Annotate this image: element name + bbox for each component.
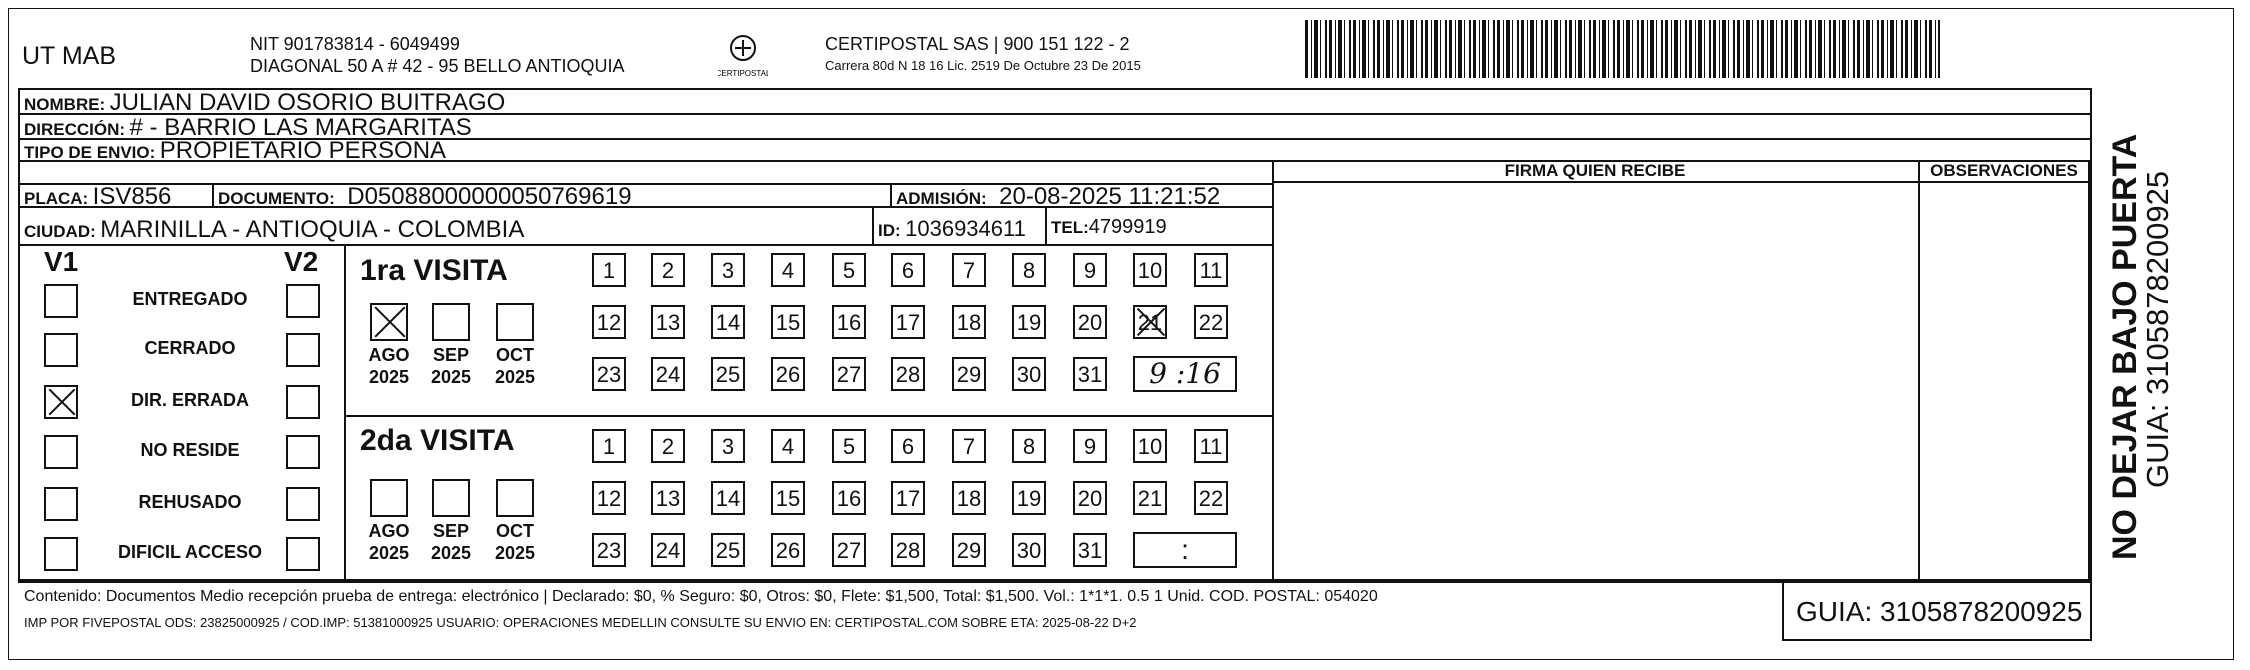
visit1-day-box[interactable]: 18 (952, 305, 986, 339)
visit1-day-box[interactable]: 28 (891, 357, 925, 391)
certipostal-logo (718, 32, 768, 82)
document-label: DOCUMENTO: (218, 189, 335, 208)
status-option-label: CERRADO (144, 338, 236, 358)
visit1-day-box[interactable]: 4 (771, 253, 805, 287)
status-option-label: ENTREGADO (132, 289, 248, 309)
visit1-day-box[interactable]: 10 (1133, 253, 1167, 287)
visit2-day-box[interactable]: 14 (711, 481, 745, 515)
id-value: 1036934611 (905, 216, 1026, 241)
city-label: CIUDAD: (24, 222, 96, 241)
visit1-month-label: OCT (496, 345, 534, 365)
visit2-day-box[interactable]: 4 (771, 429, 805, 463)
visit2-day-box[interactable]: 13 (651, 481, 685, 515)
footer-guide: GUIA: 3105878200925 (1796, 596, 2083, 627)
tel-label: TEL: (1051, 218, 1089, 237)
recipient-name: JULIAN DAVID OSORIO BUITRAGO (109, 89, 506, 116)
company-nit: NIT 901783814 - 6049499 (250, 34, 460, 54)
admission-value: 20-08-2025 11:21:52 (999, 183, 1221, 210)
footer-print-info: IMP POR FIVEPOSTAL ODS: 23825000925 / COD.IMP: 51381000925 USUARIO: OPERACIONES MEDELLIN CONSULTE SU ENVIO EN: CERTIPOSTAL.COM SOBRE ETA: 2025-08-22 D+2 (24, 615, 1137, 630)
v1-label: V1 (44, 246, 79, 277)
observations-header: OBSERVACIONES (1930, 161, 2078, 180)
recipient-address: # - BARRIO LAS MARGARITAS (129, 114, 472, 141)
status-v2-checkbox[interactable] (286, 435, 320, 469)
visit1-day-box[interactable]: 23 (592, 357, 626, 391)
tel-field (1051, 216, 1167, 239)
admission-label: ADMISIÓN: (896, 189, 987, 208)
visit2-day-box[interactable]: 22 (1194, 481, 1228, 515)
carrier-name: CERTIPOSTAL SAS | 900 151 122 - 2 (825, 34, 1130, 54)
visit2-day-box[interactable]: 23 (592, 533, 626, 567)
visit2-month-checkbox[interactable] (432, 479, 470, 517)
document-value: D05088000000050769619 (347, 183, 632, 210)
visit2-day-box[interactable]: 24 (651, 533, 685, 567)
visit2-day-box[interactable]: 27 (832, 533, 866, 567)
visit1-day-box[interactable]: 11 (1194, 253, 1228, 287)
visit1-time-box[interactable]: 9 :16 (1133, 356, 1237, 392)
side-warning: NO DEJAR BAJO PUERTA (2106, 133, 2144, 560)
visit1-day-box[interactable]: 7 (952, 253, 986, 287)
visit2-time-box[interactable]: : (1133, 532, 1237, 568)
visit1-month-year: 2025 (494, 367, 536, 387)
visit1-day-box[interactable]: 14 (711, 305, 745, 339)
status-v1-checkbox[interactable] (44, 333, 78, 367)
status-option-label: REHUSADO (138, 492, 242, 512)
carrier-detail: Carrera 80d N 18 16 Lic. 2519 De Octubre 23 De 2015 (825, 58, 1141, 73)
visit2-day-box[interactable]: 26 (771, 533, 805, 567)
visit1-month-label: SEP (432, 345, 470, 365)
visit1-month-checkbox[interactable] (432, 303, 470, 341)
visit1-day-box[interactable]: 2 (651, 253, 685, 287)
visit1-day-box[interactable]: 25 (711, 357, 745, 391)
company-name: UT MAB (22, 42, 116, 70)
v2-label: V2 (284, 246, 319, 277)
visit1-day-box[interactable]: 3 (711, 253, 745, 287)
visit1-day-box[interactable]: 29 (952, 357, 986, 391)
visit1-day-box[interactable]: 27 (832, 357, 866, 391)
visit2-month-year: 2025 (368, 543, 410, 563)
status-option-label: DIFICIL ACCESO (117, 542, 262, 562)
visit2-day-box[interactable]: 25 (711, 533, 745, 567)
visit2-title: 2da VISITA (360, 424, 515, 457)
visit1-day-box[interactable]: 12 (592, 305, 626, 339)
name-row (24, 89, 505, 117)
visit2-month-label: OCT (496, 521, 534, 541)
signature-header: FIRMA QUIEN RECIBE (1504, 161, 1686, 180)
visit2-day-box[interactable]: 20 (1073, 481, 1107, 515)
visit2-month-year: 2025 (430, 543, 472, 563)
visit1-day-box[interactable]: 30 (1012, 357, 1046, 391)
admission-field (896, 183, 1220, 211)
visit2-day-box[interactable]: 12 (592, 481, 626, 515)
side-guide: GUIA: 3105878200925 (2140, 170, 2175, 488)
visit2-day-box[interactable]: 1 (592, 429, 626, 463)
barcode (1305, 20, 1940, 78)
visit1-day-box[interactable]: 19 (1012, 305, 1046, 339)
visit1-day-box[interactable]: 13 (651, 305, 685, 339)
visit1-day-box[interactable]: 16 (832, 305, 866, 339)
visit1-title: 1ra VISITA (360, 254, 508, 287)
visit2-day-box[interactable]: 31 (1073, 533, 1107, 567)
status-v2-checkbox[interactable] (286, 333, 320, 367)
visit1-day-box[interactable]: 22 (1194, 305, 1228, 339)
status-v1-checkbox[interactable] (44, 385, 78, 419)
visit1-day-box[interactable]: 17 (891, 305, 925, 339)
status-v1-checkbox[interactable] (44, 537, 78, 571)
visit1-month-year: 2025 (368, 367, 410, 387)
visit2-day-box[interactable]: 19 (1012, 481, 1046, 515)
visit1-day-box[interactable]: 9 (1073, 253, 1107, 287)
document-field (218, 183, 632, 211)
visit1-day-box[interactable]: 8 (1012, 253, 1046, 287)
visit2-day-box[interactable]: 11 (1194, 429, 1228, 463)
visit2-month-year: 2025 (494, 543, 536, 563)
visit1-day-box[interactable]: 5 (832, 253, 866, 287)
visit1-day-box[interactable]: 15 (771, 305, 805, 339)
status-option-label: NO RESIDE (140, 440, 240, 460)
visit2-day-box[interactable]: 9 (1073, 429, 1107, 463)
visit2-day-box[interactable]: 5 (832, 429, 866, 463)
visit2-month-label: AGO (368, 521, 410, 541)
visit2-day-box[interactable]: 17 (891, 481, 925, 515)
visit1-day-box[interactable]: 1 (592, 253, 626, 287)
visit2-day-box[interactable]: 21 (1133, 481, 1167, 515)
status-v2-checkbox[interactable] (286, 385, 320, 419)
visit2-day-box[interactable]: 28 (891, 533, 925, 567)
visit2-day-box[interactable]: 30 (1012, 533, 1046, 567)
company-address: DIAGONAL 50 A # 42 - 95 BELLO ANTIOQUIA (250, 56, 625, 76)
status-v2-checkbox[interactable] (286, 537, 320, 571)
status-v1-checkbox[interactable] (44, 435, 78, 469)
visit1-day-box[interactable]: 24 (651, 357, 685, 391)
status-v2-checkbox[interactable] (286, 487, 320, 521)
id-label: ID: (878, 221, 901, 240)
visit1-day-box[interactable]: 31 (1073, 357, 1107, 391)
visit2-day-box[interactable]: 10 (1133, 429, 1167, 463)
id-field (878, 216, 1026, 242)
footer-contents: Contenido: Documentos Medio recepción prueba de entrega: electrónico | Declarado: $0, % Seguro: $0, Otros: $0, Flete: $1,500, Total: $1,500. Vol.: 1*1*1. 0.5 1 Unid. COD. POSTAL: 054020 (24, 588, 1378, 605)
visit1-day-box[interactable]: 26 (771, 357, 805, 391)
visit2-day-box[interactable]: 15 (771, 481, 805, 515)
visit2-day-box[interactable]: 8 (1012, 429, 1046, 463)
visit1-month-checkbox[interactable] (496, 303, 534, 341)
visit2-day-box[interactable]: 6 (891, 429, 925, 463)
visit2-day-box[interactable]: 18 (952, 481, 986, 515)
visit1-day-box[interactable]: 20 (1073, 305, 1107, 339)
status-v1-checkbox[interactable] (44, 487, 78, 521)
visit2-month-checkbox[interactable] (496, 479, 534, 517)
logo-text: CERTIPOSTAL (718, 69, 768, 78)
name-label: NOMBRE: (24, 95, 106, 114)
visit1-day-box[interactable]: 21 (1133, 305, 1167, 339)
address-label: DIRECCIÓN: (24, 120, 126, 139)
city-value: MARINILLA - ANTIOQUIA - COLOMBIA (100, 216, 525, 243)
plate-label: PLACA: (24, 189, 89, 208)
status-option-label: DIR. ERRADA (130, 390, 249, 410)
visit2-day-box[interactable]: 7 (952, 429, 986, 463)
visit1-day-box[interactable]: 6 (891, 253, 925, 287)
visit1-month-label: AGO (368, 345, 410, 365)
tel-value: 4799919 (1088, 216, 1167, 238)
visit2-day-box[interactable]: 2 (651, 429, 685, 463)
visit2-day-box[interactable]: 29 (952, 533, 986, 567)
visit2-month-checkbox[interactable] (370, 479, 408, 517)
visit2-day-box[interactable]: 16 (832, 481, 866, 515)
visit1-month-checkbox[interactable] (370, 303, 408, 341)
status-v2-checkbox[interactable] (286, 284, 320, 318)
visit2-day-box[interactable]: 3 (711, 429, 745, 463)
shipping-type: PROPIETARIO PERSONA (159, 137, 447, 164)
visit2-month-label: SEP (432, 521, 470, 541)
city-field (24, 216, 524, 244)
status-v1-checkbox[interactable] (44, 284, 78, 318)
plate-value: ISV856 (92, 183, 172, 210)
plate-field (24, 183, 171, 211)
visit1-month-year: 2025 (430, 367, 472, 387)
shipping-type-row (24, 137, 446, 165)
shipping-type-label: TIPO DE ENVIO: (24, 143, 156, 162)
